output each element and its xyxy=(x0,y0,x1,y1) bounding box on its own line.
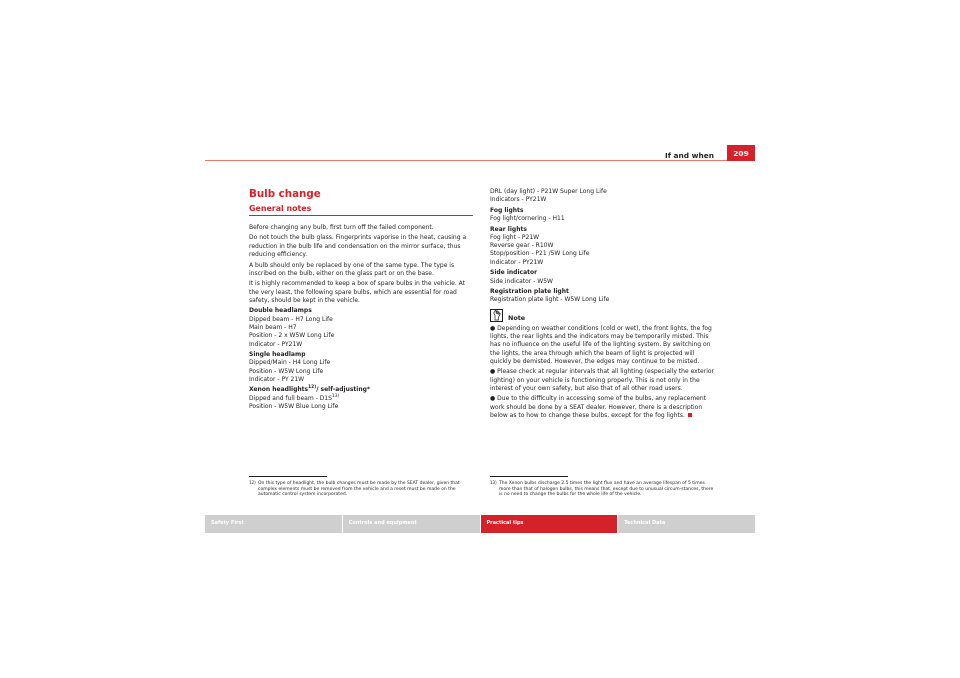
note-header xyxy=(490,309,716,322)
footnote-text: On this type of headlight, the bulb changes must be made by the SEAT dealer, given that complex elements must be removed from the vehicle and a reset must be made on the automatic control system incorporated. xyxy=(258,481,460,498)
footnote-ref-12: 12) xyxy=(308,385,317,391)
list-item xyxy=(249,395,473,403)
note-bullet-text: Due to the difficulty in accessing some of the bulbs, any replacement work should be done by a SEAT dealer. However, there is a description below as to how to change these bulbs, except for the fog lights. xyxy=(490,395,707,419)
list-item: Indicators - PY21W xyxy=(490,196,547,204)
double-headlamps-heading: Double headlamps xyxy=(249,307,312,315)
list-item: Fog light/cornering - H11 xyxy=(490,215,565,223)
bullet-icon: ● xyxy=(490,324,496,332)
paragraph: A bulb should only be replaced by one of the same type. The type is inscribed on the bulb, either on the glass part or on the base. xyxy=(249,261,455,277)
tab-technical-data[interactable]: Technical Data xyxy=(618,515,755,533)
registration-heading: Registration plate light xyxy=(490,288,569,296)
note-bullet-text: Please check at regular intervals that all lighting (especially the exterior lighting) on your vehicle is functioning properly. This is not only in the interest of your own safety, but also that of all other road users. xyxy=(490,368,715,392)
header-rule xyxy=(205,160,727,161)
footnote-text: The Xenon bulbs discharge 2.5 times the light flux and have an average lifespan of 5 times more than that of halogen bulbs, this means that, except due to unusual circum-stances, there is no need to change the bulbs for the whole life of the vehicle. xyxy=(499,481,714,498)
list-item: Position - W5W Long Life xyxy=(249,367,324,375)
rear-lights-heading: Rear lights xyxy=(490,225,527,233)
list-item: Indicator - PY21W xyxy=(249,340,303,348)
list-item: Indicator - PY21W xyxy=(490,258,544,266)
list-item: Side indicator - W5W xyxy=(490,277,553,285)
bullet-icon: ● xyxy=(490,395,496,403)
note-bullet xyxy=(490,368,716,393)
list-item: Main beam - H7 xyxy=(249,324,297,332)
paragraph: Before changing any bulb, first turn off the failed component. xyxy=(249,224,434,231)
subsection-divider xyxy=(249,215,473,216)
left-column xyxy=(249,188,473,411)
list-item: Indicator - PY 21W xyxy=(249,375,305,383)
tab-controls-and-equipment[interactable]: Controls and equipment xyxy=(343,515,480,533)
end-of-section-icon xyxy=(688,413,692,417)
bullet-icon: ● xyxy=(490,368,496,376)
list-item: Position - 2 x W5W Long Life xyxy=(249,332,335,340)
list-item: Position - W5W Blue Long Life xyxy=(249,403,339,411)
list-item: Dipped/Main - H4 Long Life xyxy=(249,359,331,367)
list-item: Fog light - P21W xyxy=(490,233,540,241)
list-item: Dipped beam - H7 Long Life xyxy=(249,315,333,323)
page-title: If and when xyxy=(664,151,714,160)
tab-safety-first[interactable]: Safety First xyxy=(205,515,342,533)
paragraph: It is highly recommended to keep a box of spare bulbs in the vehicle. At the very least, the following spare bulbs, which are essential for road safety, should be kept in the vehicle. xyxy=(249,280,465,304)
single-headlamp-heading: Single headlamp xyxy=(249,351,306,359)
note-bullet-text: Depending on weather conditions (cold or wet), the front lights, the fog lights, the rear lights and the indicators may be temporarily misted. This has no influence on the useful life of the lighting system. By switching on the lights, the area through which the beam of light is projected will quickly be demisted. However, the edges may continue to be misted. xyxy=(490,324,712,365)
subsection-title: General notes xyxy=(249,204,312,213)
footnote-12 xyxy=(249,481,473,498)
note-bullet xyxy=(490,325,716,366)
note-label: Note xyxy=(508,313,526,322)
xenon-heading xyxy=(249,386,473,394)
section-title: Bulb change xyxy=(249,188,321,200)
footnote-rule-left xyxy=(249,476,327,477)
xenon-heading-suffix: / self-adjusting* xyxy=(316,386,371,394)
xenon-item-text: Dipped and full beam - D1S xyxy=(249,394,332,402)
paragraph: Do not touch the bulb glass. Fingerprints vaporise in the heat, causing a reduction in the bulb life and condensation on the mirror surface, thus reducing efficiency. xyxy=(249,234,467,259)
footnote-number: 13) xyxy=(490,480,497,485)
footnote-rule-right xyxy=(490,476,568,477)
footnote-ref-13: 13) xyxy=(331,393,340,399)
xenon-heading-text: Xenon headlights xyxy=(249,386,309,394)
page-number-badge: 209 xyxy=(727,145,755,161)
side-indicator-heading: Side indicator xyxy=(490,269,538,277)
note-hand-icon xyxy=(490,309,503,322)
list-item: Reverse gear - R10W xyxy=(490,242,554,250)
list-item: Registration plate light - W5W Long Life xyxy=(490,296,610,304)
tab-practical-tips[interactable]: Practical tips xyxy=(481,515,618,533)
footnote-number: 12) xyxy=(249,480,256,485)
right-column xyxy=(490,188,716,422)
list-item: Stop/position - P21 /5W Long Life xyxy=(490,250,590,258)
note-bullet xyxy=(490,395,716,420)
fog-lights-heading: Fog lights xyxy=(490,206,524,214)
footnote-13 xyxy=(490,481,716,498)
list-item: DRL (day light) - P21W Super Long Life xyxy=(490,188,607,195)
footer-tab-bar xyxy=(205,515,755,533)
